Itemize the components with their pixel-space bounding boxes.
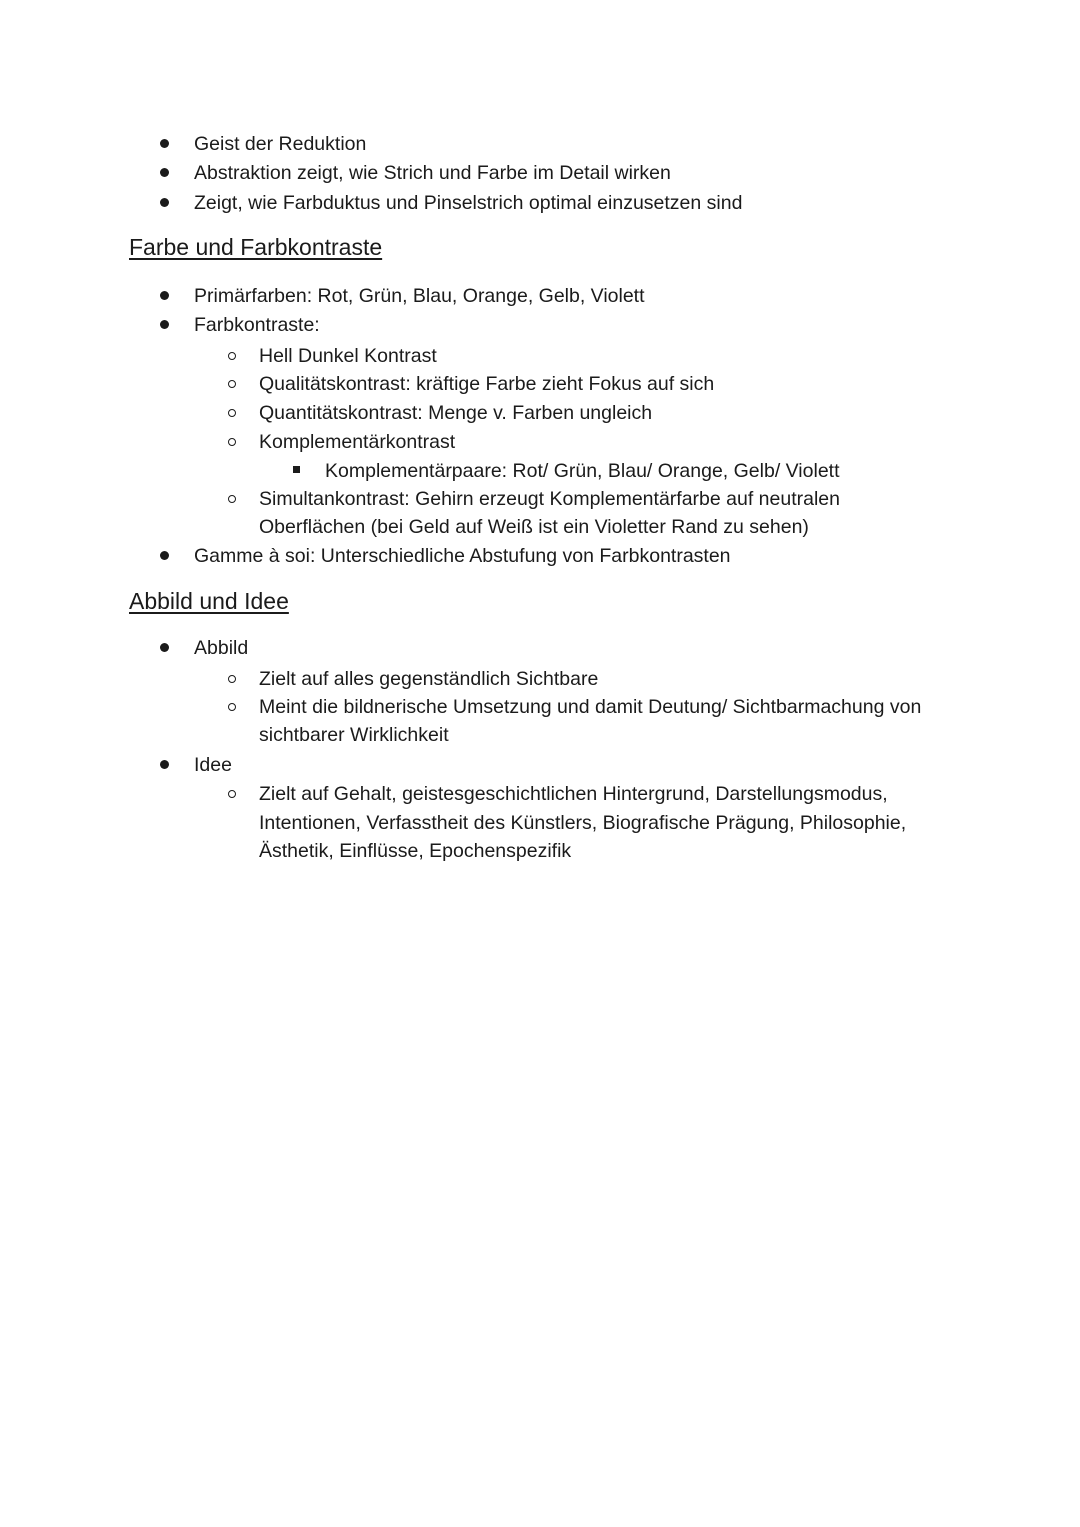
sub-bullet-icon	[228, 495, 236, 503]
bullet-icon	[160, 139, 169, 148]
square-bullet-icon	[293, 466, 300, 473]
section-heading-farbe: Farbe und Farbkontraste	[129, 234, 383, 260]
sub-bullet-icon	[228, 409, 236, 417]
sub-list-item: Zielt auf Gehalt, geistesgeschichtlichen Hintergrund, Darstellungsmodus,	[259, 783, 888, 805]
bullet-icon	[160, 643, 169, 652]
bullet-icon	[160, 168, 169, 177]
sub-bullet-icon	[228, 438, 236, 446]
list-item: Zeigt, wie Farbduktus und Pinselstrich optimal einzusetzen sind	[194, 192, 743, 214]
sub-list-item-continuation: Oberflächen (bei Geld auf Weiß ist ein Violetter Rand zu sehen)	[259, 516, 809, 538]
list-item: Geist der Reduktion	[194, 133, 367, 155]
sub-bullet-icon	[228, 352, 236, 360]
sub-list-item: Qualitätskontrast: kräftige Farbe zieht Fokus auf sich	[259, 373, 715, 395]
bullet-icon	[160, 291, 169, 300]
sub-list-item: Zielt auf alles gegenständlich Sichtbare	[259, 668, 599, 690]
sub-list-item-continuation: sichtbarer Wirklichkeit	[259, 724, 449, 746]
sub-list-item-continuation: Ästhetik, Einflüsse, Epochenspezifik	[259, 840, 572, 862]
sub-list-item-continuation: Intentionen, Verfasstheit des Künstlers, Biografische Prägung, Philosophie,	[259, 812, 907, 834]
sub-list-item: Meint die bildnerische Umsetzung und damit Deutung/ Sichtbarmachung von	[259, 696, 922, 718]
list-item: Primärfarben: Rot, Grün, Blau, Orange, Gelb, Violett	[194, 285, 645, 307]
sub-bullet-icon	[228, 790, 236, 798]
bullet-icon	[160, 551, 169, 560]
sub-list-item: Quantitätskontrast: Menge v. Farben ungleich	[259, 402, 653, 424]
list-item: Idee	[194, 754, 232, 776]
sub-sub-list-item: Komplementärpaare: Rot/ Grün, Blau/ Orange, Gelb/ Violett	[325, 460, 840, 482]
list-item: Abstraktion zeigt, wie Strich und Farbe im Detail wirken	[194, 162, 671, 184]
sub-list-item: Komplementärkontrast	[259, 431, 456, 453]
sub-bullet-icon	[228, 380, 236, 388]
section-heading-abbild: Abbild und Idee	[129, 588, 289, 614]
sub-list-item: Hell Dunkel Kontrast	[259, 345, 437, 367]
list-item: Farbkontraste:	[194, 314, 320, 336]
sub-list-item: Simultankontrast: Gehirn erzeugt Komplementärfarbe auf neutralen	[259, 488, 840, 510]
bullet-icon	[160, 320, 169, 329]
bullet-icon	[160, 198, 169, 207]
sub-bullet-icon	[228, 675, 236, 683]
bullet-icon	[160, 760, 169, 769]
list-item: Abbild	[194, 637, 249, 659]
sub-bullet-icon	[228, 703, 236, 711]
list-item: Gamme à soi: Unterschiedliche Abstufung von Farbkontrasten	[194, 545, 731, 567]
